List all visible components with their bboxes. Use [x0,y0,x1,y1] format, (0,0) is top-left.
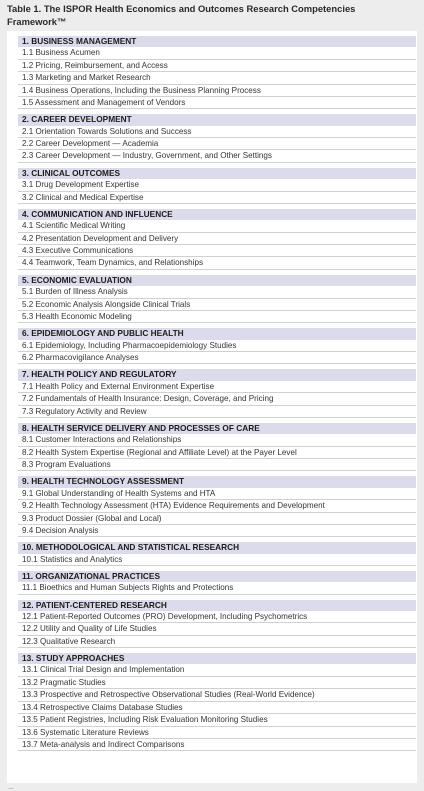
competency-item: 2.1 Orientation Towards Solutions and Success [18,126,416,138]
competency-item: 3.2 Clinical and Medical Expertise [18,192,416,204]
competency-item: 13.3 Prospective and Retrospective Observational Studies (Real-World Evidence) [18,689,416,701]
table-section [18,476,416,537]
table-section [18,542,416,566]
competency-item: 6.2 Pharmacovigilance Analyses [18,352,416,364]
competency-item: 4.2 Presentation Development and Delivery [18,233,416,245]
section-heading: 1. BUSINESS MANAGEMENT [18,36,416,47]
competency-item: 1.4 Business Operations, Including the Business Planning Process [18,85,416,97]
table-section [18,653,416,751]
footnote-fragment: … [8,785,14,791]
table-title: Table 1. The ISPOR Health Economics and Outcomes Research Competencies Framework™ [7,3,356,27]
competency-item: 13.1 Clinical Trial Design and Implementation [18,664,416,676]
competencies-table [7,31,417,783]
competency-item: 12.2 Utility and Quality of Life Studies [18,623,416,635]
table-section [18,600,416,649]
competency-item: 11.1 Bioethics and Human Subjects Rights and Protections [18,582,416,594]
competency-item: 8.3 Program Evaluations [18,459,416,471]
competency-item: 12.1 Patient-Reported Outcomes (PRO) Development, Including Psychometrics [18,611,416,623]
section-heading: 4. COMMUNICATION AND INFLUENCE [18,209,416,220]
table-section [18,328,416,364]
competency-item: 6.1 Epidemiology, Including Pharmacoepidemiology Studies [18,340,416,352]
competency-item: 7.3 Regulatory Activity and Review [18,406,416,418]
table-section [18,369,416,418]
competency-item: 9.4 Decision Analysis [18,525,416,537]
section-heading: 2. CAREER DEVELOPMENT [18,114,416,125]
competency-item: 13.4 Retrospective Claims Database Studies [18,702,416,714]
competency-item: 10.1 Statistics and Analytics [18,554,416,566]
competency-item: 12.3 Qualitative Research [18,636,416,648]
section-heading: 8. HEALTH SERVICE DELIVERY AND PROCESSES OF CARE [18,423,416,434]
table-section [18,114,416,163]
competency-item: 5.1 Burden of Illness Analysis [18,286,416,298]
section-heading: 10. METHODOLOGICAL AND STATISTICAL RESEARCH [18,542,416,553]
competency-item: 1.5 Assessment and Management of Vendors [18,97,416,109]
competency-item: 7.2 Fundamentals of Health Insurance: Design, Coverage, and Pricing [18,393,416,405]
competency-item: 4.3 Executive Communications [18,245,416,257]
table-section [18,571,416,595]
table-sections [18,36,416,756]
competency-item: 1.3 Marketing and Market Research [18,72,416,84]
competency-item: 8.2 Health System Expertise (Regional and Affiliate Level) at the Payer Level [18,447,416,459]
competency-item: 4.4 Teamwork, Team Dynamics, and Relationships [18,257,416,269]
competency-item: 13.6 Systematic Literature Reviews [18,727,416,739]
competency-item: 3.1 Drug Development Expertise [18,179,416,191]
section-heading: 9. HEALTH TECHNOLOGY ASSESSMENT [18,476,416,487]
competency-item: 13.2 Pragmatic Studies [18,677,416,689]
section-heading: 3. CLINICAL OUTCOMES [18,168,416,179]
competency-item: 8.1 Customer Interactions and Relationships [18,434,416,446]
competency-item: 2.2 Career Development — Academia [18,138,416,150]
table-section [18,423,416,472]
competency-item: 13.5 Patient Registries, Including Risk Evaluation Monitoring Studies [18,714,416,726]
table-section [18,168,416,204]
competency-item: 13.7 Meta-analysis and Indirect Comparisons [18,739,416,751]
table-section [18,209,416,270]
competency-item: 9.3 Product Dossier (Global and Local) [18,513,416,525]
table-section [18,36,416,109]
competency-item: 9.2 Health Technology Assessment (HTA) Evidence Requirements and Development [18,500,416,512]
section-heading: 5. ECONOMIC EVALUATION [18,275,416,286]
section-heading: 11. ORGANIZATIONAL PRACTICES [18,571,416,582]
competency-item: 5.3 Health Economic Modeling [18,311,416,323]
section-heading: 6. EPIDEMIOLOGY AND PUBLIC HEALTH [18,328,416,339]
competency-item: 1.2 Pricing, Reimbursement, and Access [18,60,416,72]
competency-item: 4.1 Scientific Medical Writing [18,220,416,232]
section-heading: 13. STUDY APPROACHES [18,653,416,664]
table-section [18,275,416,324]
competency-item: 1.1 Business Acumen [18,47,416,59]
section-heading: 12. PATIENT-CENTERED RESEARCH [18,600,416,611]
competency-item: 2.3 Career Development — Industry, Government, and Other Settings [18,150,416,162]
competency-item: 9.1 Global Understanding of Health Systems and HTA [18,488,416,500]
competency-item: 5.2 Economic Analysis Alongside Clinical Trials [18,299,416,311]
competency-item: 7.1 Health Policy and External Environment Expertise [18,381,416,393]
section-heading: 7. HEALTH POLICY AND REGULATORY [18,369,416,380]
